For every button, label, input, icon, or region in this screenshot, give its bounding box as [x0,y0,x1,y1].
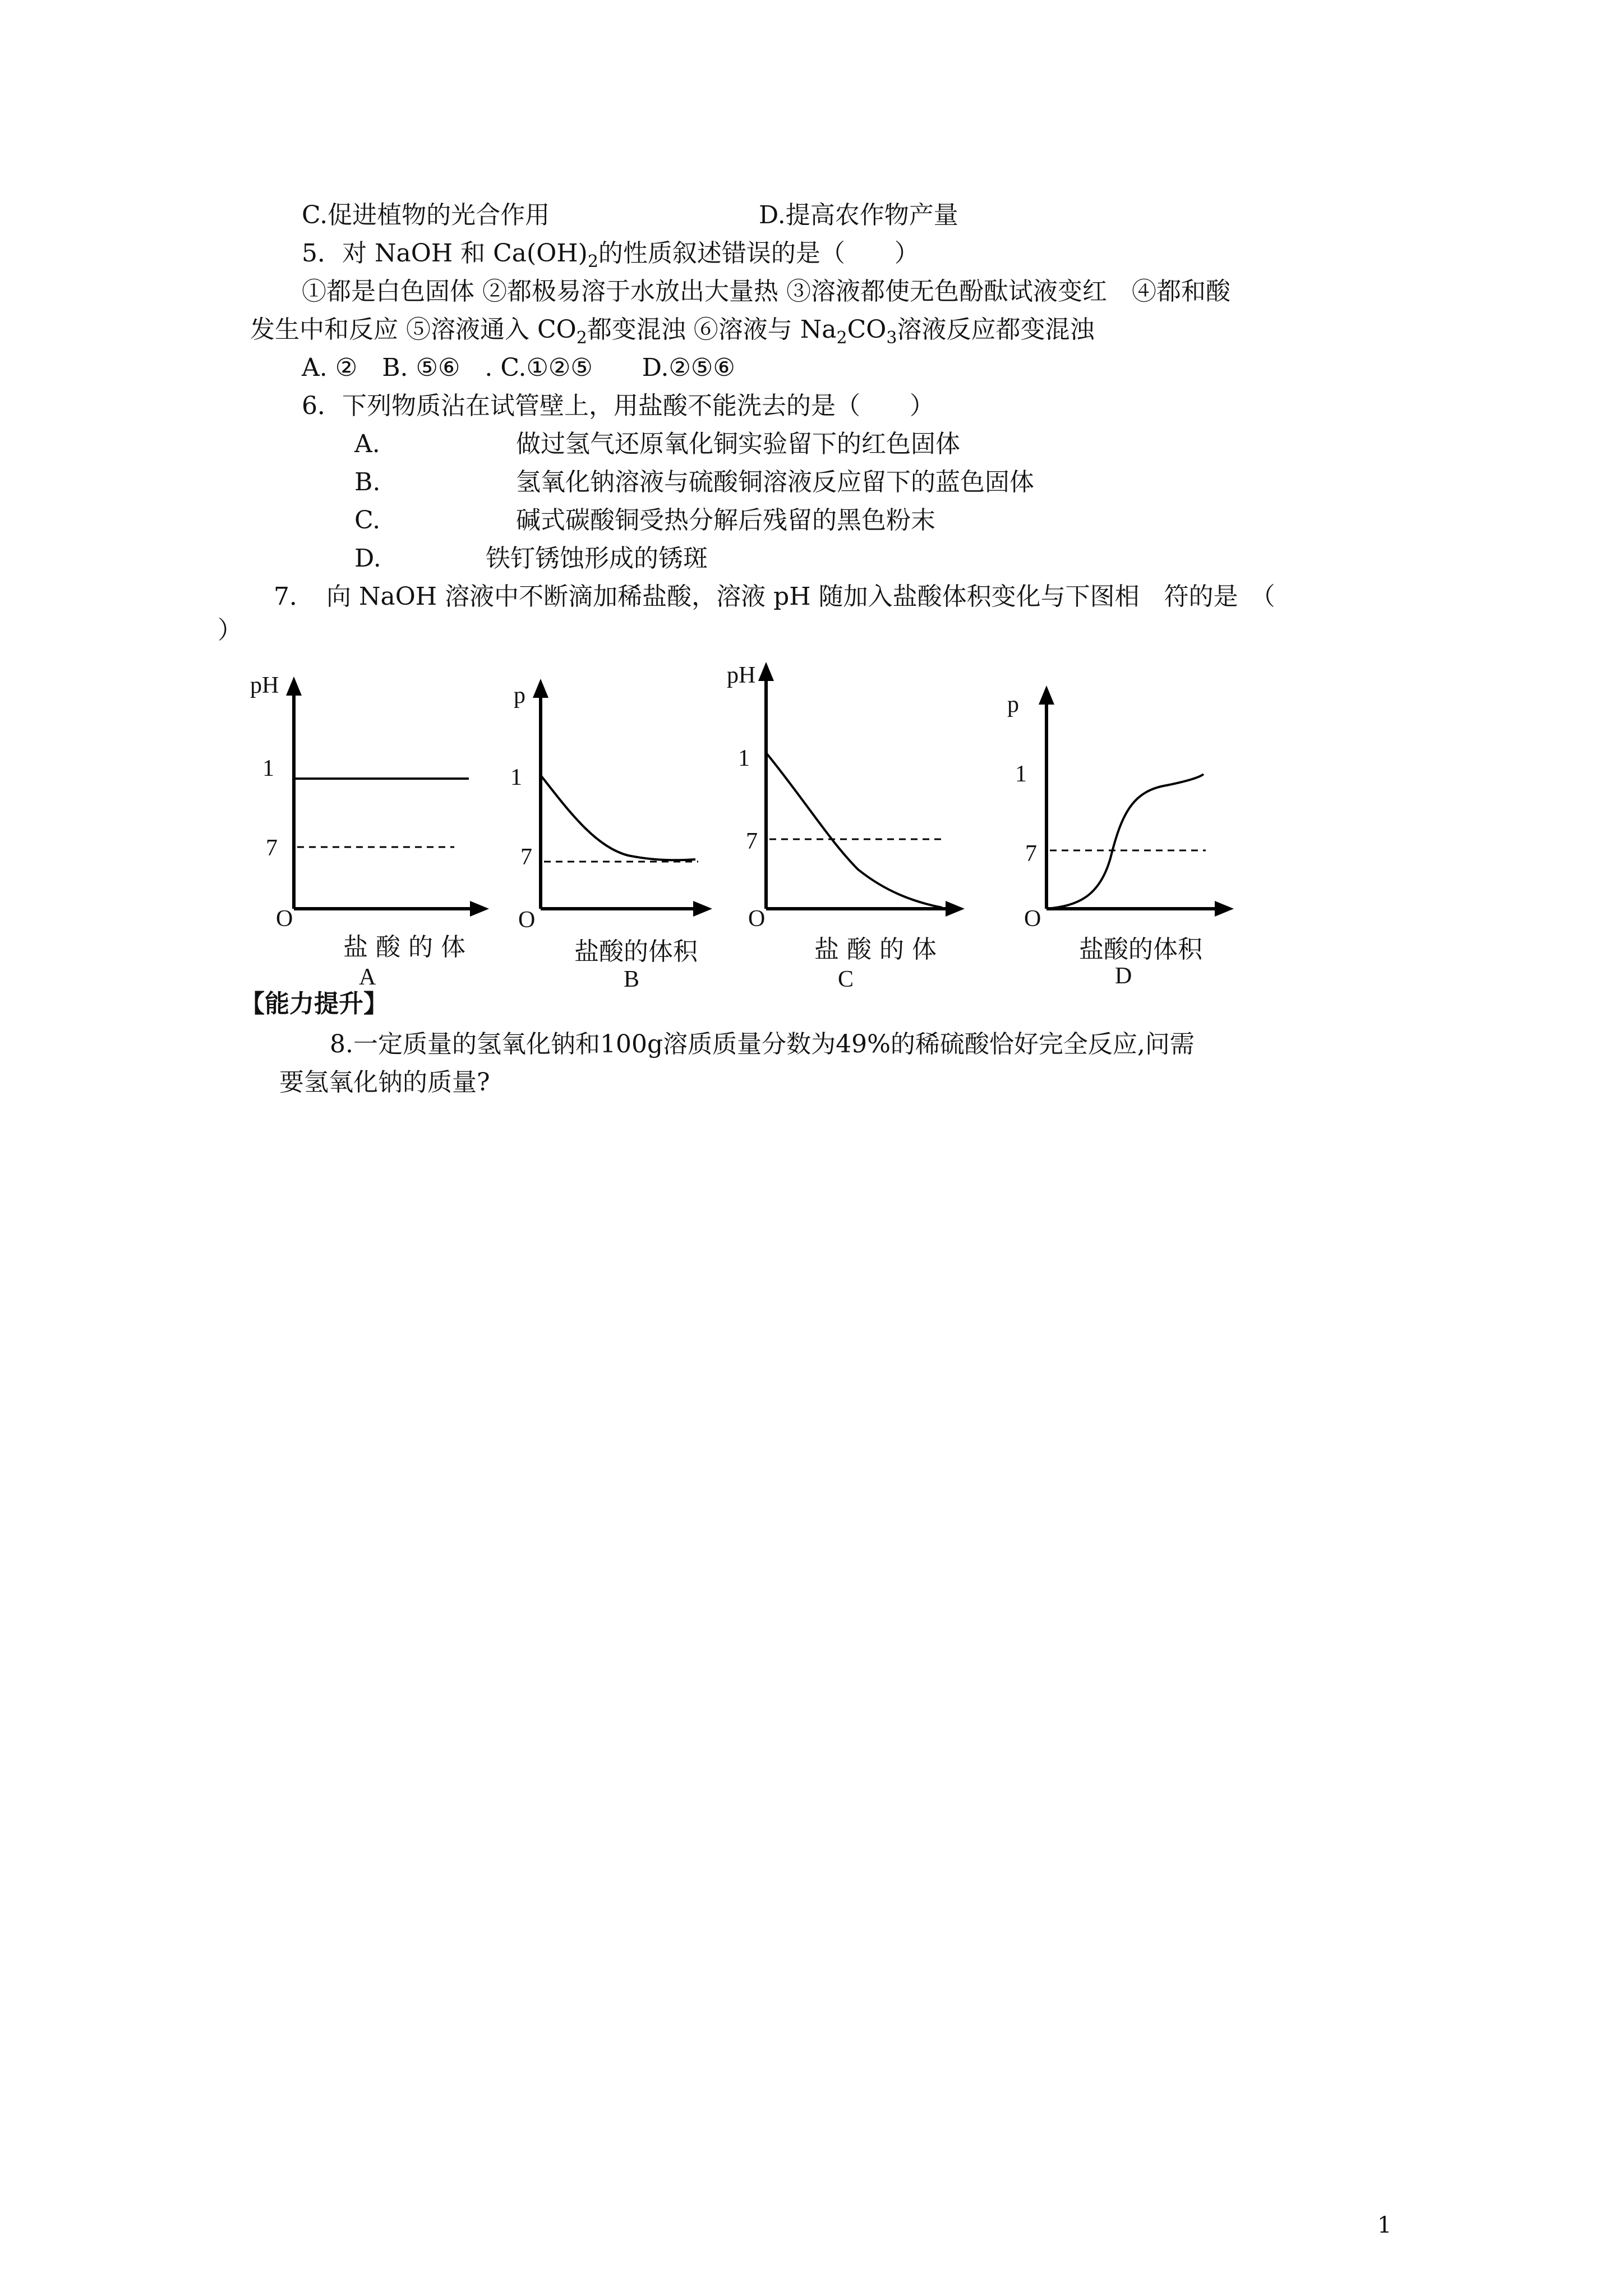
chart-d-origin: O [1024,906,1041,932]
chart-a-panel-label: A [359,964,376,990]
q5-stem-a: 5．对 NaOH 和 Ca(OH) [302,239,588,268]
q5-items-line2-d: 溶液反应都变混浊 [897,315,1095,344]
q6-option-c-text: 碱式碳酸铜受热分解后残留的黑色粉末 [516,506,935,535]
chart-c-xlabel: 盐 酸 的 体 [814,935,937,964]
chart-b-origin: O [518,907,536,933]
chart-a-x-arrow [470,901,489,917]
q4-option-c: C.促进植物的光合作用 [302,201,550,229]
chart-b-series-line [541,775,695,860]
chart-c-y-arrow [758,662,774,681]
chart-d-xlabel: 盐酸的体积 [1079,935,1202,964]
q7-stem: 7． 向 NaOH 溶液中不断滴加稀盐酸，溶液 pH 随加入盐酸体积变化与下图相 符的是 （ [274,582,1275,611]
chart-b-ytick-7: 7 [520,844,532,870]
chart-b-panel-label: B [624,967,640,992]
q5-items-line2-a: 发生中和反应 ⑤溶液通入 CO [250,315,577,344]
q5-items-line2-sub3: 3 [886,328,897,348]
q6-option-c-letter: C. [354,506,381,535]
chart-a-ytick-7: 7 [266,835,278,861]
q6-option-a-letter: A. [354,430,380,458]
chart-b-ytick-1: 1 [510,765,522,790]
page-number: 1 [1377,2212,1392,2238]
chart-d-ytick-7: 7 [1025,841,1037,867]
q6-option-b-letter: B. [354,468,381,496]
chart-d-ylabel: p [1007,692,1019,717]
chart-c-ylabel: pH [727,662,756,688]
chart-c-ytick-7: 7 [746,829,758,854]
section-title: 【能力提升】 [240,990,388,1018]
chart-d-ytick-1: 1 [1015,761,1027,787]
chart-d-series-line [1046,774,1204,909]
chart-b-xlabel: 盐酸的体积 [574,937,698,966]
chart-a-ylabel: pH [250,673,279,698]
chart-c-x-arrow [946,901,965,917]
q5-stem-b: 的性质叙述错误的是（ ） [598,239,919,268]
q6-option-a-text: 做过氢气还原氧化铜实验留下的红色固体 [516,430,960,458]
q6-option-d-text: 铁钉锈蚀形成的锈斑 [486,544,708,573]
q5-items-line2-sub: 2 [576,328,587,348]
q5-items-line2-sub2: 2 [836,328,847,348]
q5-stem-sub: 2 [587,252,598,272]
chart-d-panel-label: D [1115,963,1132,989]
q6-option-b-text: 氢氧化钠溶液与硫酸铜溶液反应留下的蓝色固体 [516,468,1034,496]
chart-c-ytick-1: 1 [738,746,750,771]
q4-option-d: D.提高农作物产量 [759,201,958,229]
ph-charts [0,0,1623,1010]
q5-items-line1: ①都是白色固体 ②都极易溶于水放出大量热 ③溶液都使无色酚酞试液变红 ④都和酸 [302,277,1230,306]
q8-line2: 要氢氧化钠的质量? [279,1068,490,1097]
chart-a-xlabel: 盐 酸 的 体 [343,933,465,961]
chart-b-ylabel: p [514,683,525,708]
q5-options: A. ② B. ⑤⑥ . C.①②⑤ D.②⑤⑥ [302,353,735,382]
chart-a-origin: O [276,906,293,932]
q7-stem-tail: ） [218,616,242,645]
q6-option-d-letter: D. [354,544,381,573]
chart-d-x-arrow [1215,901,1234,917]
q6-stem: 6．下列物质沾在试管壁上，用盐酸不能洗去的是（ ） [302,392,934,420]
chart-d-y-arrow [1039,685,1054,705]
chart-a-y-arrow [286,677,302,696]
q5-items-line2-b: 都变混浊 ⑥溶液与 Na [587,315,837,344]
chart-b-x-arrow [693,901,712,917]
q5-items-line2-c: CO [847,315,887,344]
q8-line1: 8.一定质量的氢氧化钠和100g溶质质量分数为49%的稀硫酸恰好完全反应,问需 [330,1030,1195,1059]
chart-b-y-arrow [533,679,548,698]
chart-a-ytick-1: 1 [262,756,274,781]
chart-c-origin: O [748,906,766,932]
chart-c-series-line [766,753,942,908]
chart-c-panel-label: C [838,967,854,992]
